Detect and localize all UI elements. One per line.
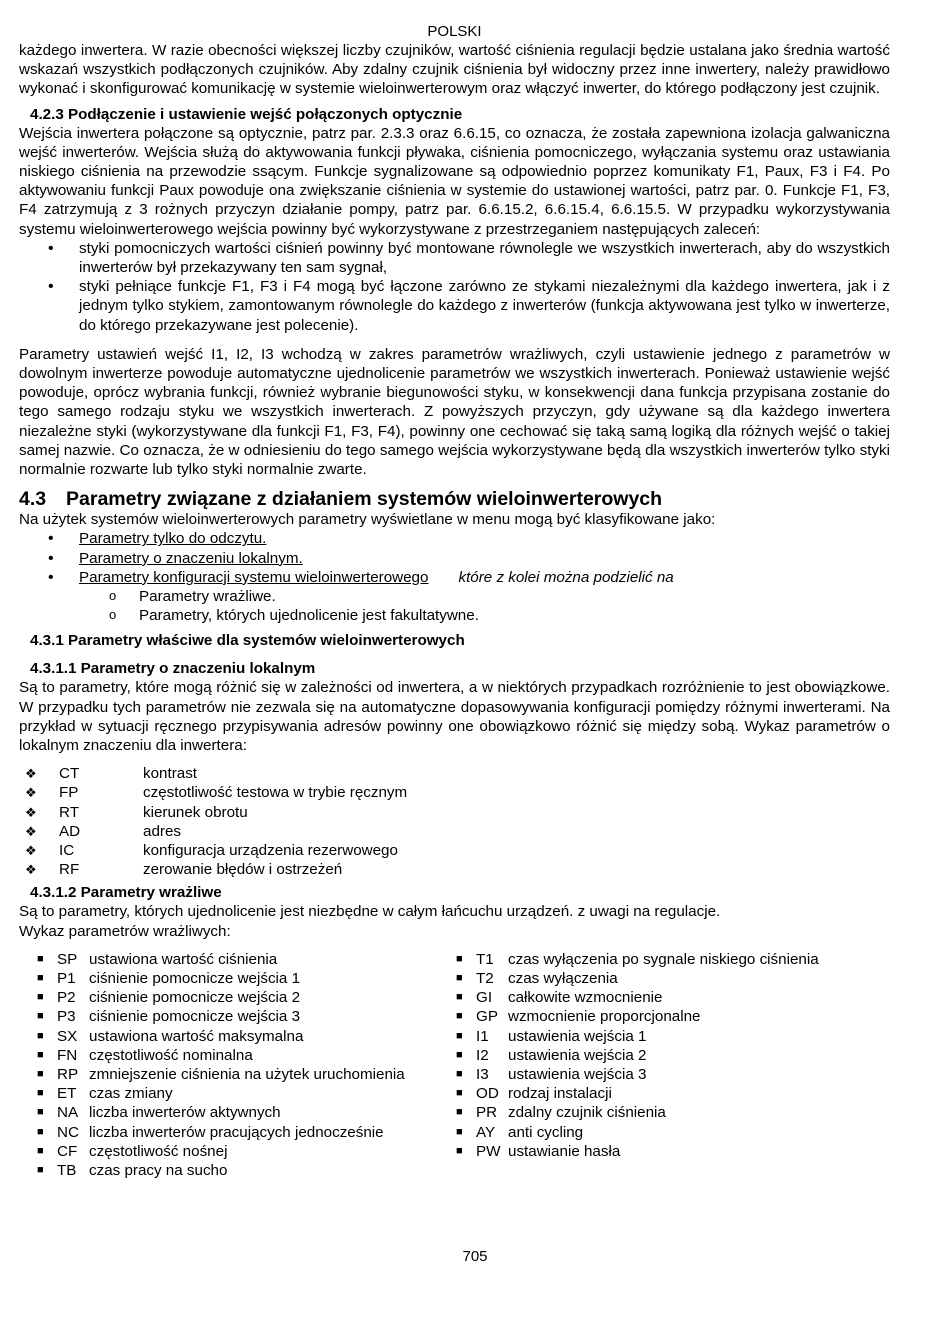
- list-item: ■ P1 ciśnienie pomocnicze wejścia 1: [37, 970, 301, 988]
- list-item: ■ P3 ciśnienie pomocnicze wejścia 3: [37, 1008, 301, 1026]
- section-4-2-3-heading: 4.2.3 Podłączenie i ustawienie wejść połączonych optycznie: [30, 105, 463, 123]
- list-item: ■ T2 czas wyłączenia: [456, 970, 618, 988]
- list-item: ■ FN częstotliwość nominalna: [37, 1046, 253, 1064]
- list-item: ■ NC liczba inwerterów pracujących jednocześnie: [37, 1123, 384, 1141]
- section-number: 4.3: [19, 488, 47, 511]
- list-item: • Parametry konfiguracji systemu wieloinwerterowego które z kolei można podzielić na: [19, 568, 890, 587]
- list-item: ■ T1 czas wyłączenia po sygnale niskiego ciśnienia: [456, 950, 819, 968]
- list-item: ■ I3 ustawienia wejścia 3: [456, 1065, 647, 1083]
- list-item: ■ SX ustawiona wartość maksymalna: [37, 1027, 304, 1045]
- list-item: ■ GP wzmocnienie proporcjonalne: [456, 1008, 701, 1026]
- page-number: 705: [462, 1248, 488, 1265]
- list-item: ■ I1 ustawienia wejścia 1: [456, 1027, 647, 1045]
- list-item: ■ PR zdalny czujnik ciśnienia: [456, 1104, 666, 1122]
- section-4-2-3-bullet-list: [19, 239, 890, 335]
- section-title: Parametry związane z działaniem systemów wieloinwerterowych: [66, 488, 663, 511]
- list-item: • Parametry tylko do odczytu.: [19, 529, 890, 548]
- section-4-3-intro: Na użytek systemów wieloinwerterowych parametry wyświetlane w menu mogą być klasyfikowane jako:: [19, 511, 716, 529]
- sensitive-parameters-columns: [19, 950, 890, 1180]
- section-4-3-1-2-paragraph-1: Są to parametry, których ujednolicenie jest niezbędne w całym łańcuchu urządzeń. z uwagi na regulacje.: [19, 903, 721, 921]
- section-4-3-heading: [19, 488, 890, 510]
- list-item: • styki pomocniczych wartości ciśnień powinny być montowane równolegle we wszystkich inwerterach, aby do wszystkich inwerterów był przekazywany ten sam sygnał,: [19, 239, 890, 277]
- list-item: ■ I2 ustawienia wejścia 2: [456, 1046, 647, 1064]
- section-4-3-1-1-heading: 4.3.1.1 Parametry o znaczeniu lokalnym: [30, 660, 316, 678]
- list-item: ❖ AD adres: [25, 822, 181, 840]
- list-item: ■ PW ustawianie hasła: [456, 1142, 621, 1160]
- list-item: ❖ FP częstotliwość testowa w trybie ręcznym: [25, 784, 408, 802]
- list-item: ❖ CT kontrast: [25, 765, 198, 783]
- list-item: o Parametry, których ujednolicenie jest fakultatywne.: [19, 606, 890, 625]
- list-item: ❖ IC konfiguracja urządzenia rezerwowego: [25, 842, 398, 860]
- list-item: ■ NA liczba inwerterów aktywnych: [37, 1104, 281, 1122]
- section-4-3-1-1-paragraph: Są to parametry, które mogą różnić się w zależności od inwertera, a w niektórych przypadkach rozróżnienie to jest obowiązkowe. W przypadku tych parametrów nie zezwala się na automatyczne dopasowywania konfiguracji pomiędzy różnymi inwerterami. Na przykład w sytuacji ręcznego przypisywania adresów powinny one obowiązkowo różnić się między sobą. Wykaz parametrów o lokalnym znaczeniu dla inwertera:: [19, 679, 890, 755]
- list-item: ■ AY anti cycling: [456, 1123, 584, 1141]
- sensitive-parameters-column-2: [451, 950, 819, 1180]
- page-header-language: POLSKI: [427, 23, 482, 40]
- list-item: ■ ET czas zmiany: [37, 1085, 173, 1103]
- section-4-2-3-paragraph-2: Parametry ustawień wejść I1, I2, I3 wchodzą w zakres parametrów wrażliwych, czyli ustawienie jednego z parametrów w dowolnym inwerterze powoduje automatyczne ujednolicenie parametrów we wszystkich inwerterach. Ponieważ ustawienie wejść powoduje, oprócz wybrania funkcji, również wybranie biegunowości styku, w konsekwencji dana funkcja przypisana zostanie do tego samego rodzaju styku we wszystkich inwerterach. Z powyższych przyczyn, gdy używane są dla każdego inwertera niezależne styki (wykorzystywane dla funkcji F1, F3, F4), powinny one cechować się taką samą logiką dla różnych wejść o takiej samej nazwie. Co oznacza, że w odniesieniu do tego samego wejścia wykorzystywane będą dla wszystkich inwerterów tylko styki normalnie rozwarte lub tylko styki normalnie zwarte.: [19, 345, 890, 479]
- items-note: które z kolei można podzielić na: [458, 568, 674, 586]
- list-item: • Parametry o znaczeniu lokalnym.: [19, 549, 890, 568]
- list-item: ■ OD rodzaj instalacji: [456, 1085, 612, 1103]
- document-page: [19, 22, 890, 1180]
- section-4-3-1-2-heading: 4.3.1.2 Parametry wrażliwe: [30, 884, 222, 902]
- list-item: ■ SP ustawiona wartość ciśnienia: [37, 950, 278, 968]
- list-item: ❖ RT kierunek obrotu: [25, 803, 248, 821]
- list-item: ❖ RF zerowanie błędów i ostrzeżeń: [25, 861, 343, 879]
- list-item: ■ TB czas pracy na sucho: [37, 1161, 228, 1179]
- parameter-subclasses-list: [19, 587, 890, 625]
- local-parameters-list: [19, 764, 890, 879]
- section-4-3-1-2-paragraph-2: Wykaz parametrów wrażliwych:: [19, 922, 231, 940]
- list-item: ■ P2 ciśnienie pomocnicze wejścia 2: [37, 989, 301, 1007]
- list-item: ■ RP zmniejszenie ciśnienia na użytek uruchomienia: [37, 1065, 405, 1083]
- list-item: o Parametry wrażliwe.: [19, 587, 890, 606]
- intro-paragraph: każdego inwertera. W razie obecności większej liczby czujników, wartość ciśnienia regulacji będzie ustalana jako średnia wartość wskazań wszystkich podłączonych czujników. Aby zdalny czujnik ciśnienia był widoczny przez inne inwertery, należy prawidłowo wykonać i skonfigurować komunikację w systemie wieloinwerterowym oraz włączyć inwerter, do którego podłączony jest czujnik.: [19, 42, 890, 98]
- list-item: • styki pełniące funkcje F1, F3 i F4 mogą być łączone zarówno ze stykami niezależnymi dla każdego inwertera, jak i z jednym tylko stykiem, zamontowanym równolegle do każdego z inwerterów (funkcja aktywowana jest tylko w inwerterze, do którego przekazywane jest polecenie).: [19, 277, 890, 335]
- parameter-classes-list: [19, 529, 890, 587]
- list-item: ■ CF częstotliwość nośnej: [37, 1142, 228, 1160]
- section-4-3-1-heading: 4.3.1 Parametry właściwe dla systemów wieloinwerterowych: [30, 632, 465, 650]
- section-4-2-3-paragraph-1: Wejścia inwertera połączone są optycznie, patrz par. 2.3.3 oraz 6.6.15, co oznacza, że została zapewniona izolacja galwaniczna wejść inwerterów. Wejścia służą do aktywowania funkcji pływaka, ciśnienia pomocniczego, wyłączania systemu oraz ustawiania niskiego ciśnienia na przewodzie ssącym. Funkcje sygnalizowane są odpowiednio poprzez komunikaty F1, Paux, F3 i F4. Po aktywowaniu funkcji Paux powoduje ona zwiększanie ciśnienia w systemie do ustawionej wartości, patrz par. 0. Funkcje F1, F3, F4 zatrzymują z 3 rożnych przyczyn działanie pompy, patrz par. 6.6.15.2, 6.6.15.4, 6.6.15.5. W przypadku wykorzystywania systemu wieloinwerterowego wejścia powinny być wykorzystywane z przestrzeganiem następujących zaleceń:: [19, 124, 890, 238]
- list-item: ■ GI całkowite wzmocnienie: [456, 989, 663, 1007]
- sensitive-parameters-column-1: [19, 950, 451, 1180]
